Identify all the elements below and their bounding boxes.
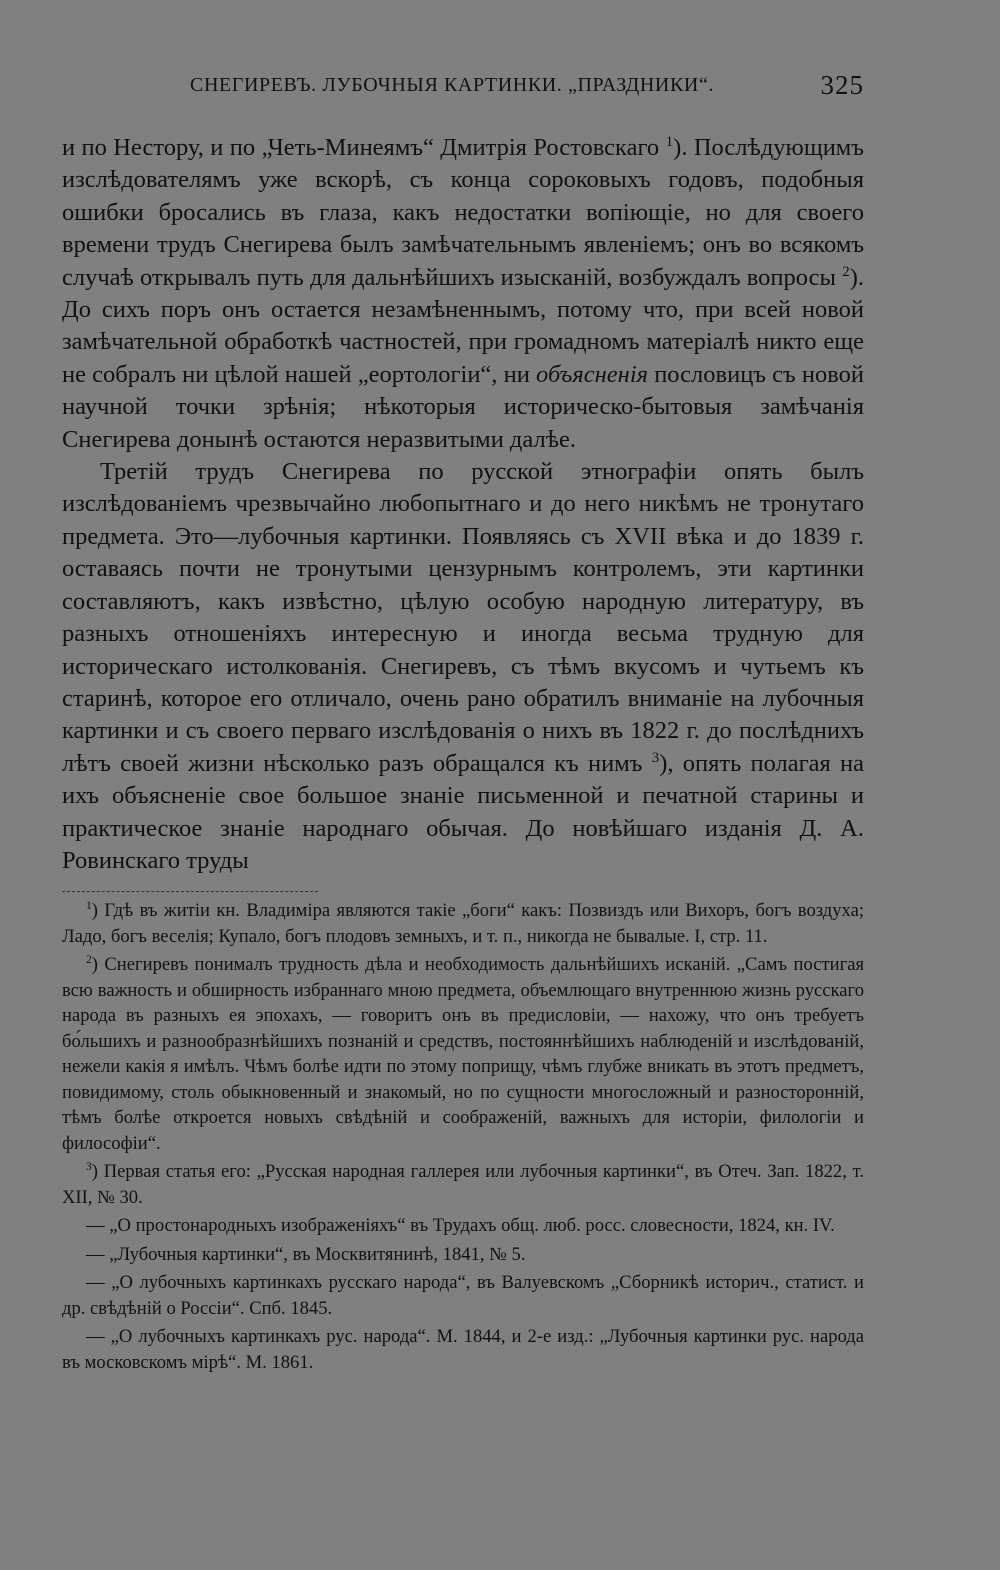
footnote-ref-1: 1 — [665, 132, 674, 150]
footnote-2 — [62, 952, 864, 1156]
paragraph-2-part-a: Третій трудъ Снегирева по русской этнографіи опять былъ изслѣдованіемъ чрезвычайно любопытнаго и до него никѣмъ не тронутаго предмета. Это—лубочныя картинки. Появляясь съ XVII вѣка и до 1839 г. оставаясь почти не тронутыми цензурнымъ контролемъ, эти картинки составляютъ, какъ извѣстно, цѣлую особую народную литературу, въ разныхъ отношеніяхъ интересную и иногда весьма трудную для историческаго истолкованія. Снегиревъ, съ тѣмъ вкусомъ и чутьемъ къ старинѣ, которое его отличало, очень рано обратилъ вниманіе на лубочныя картинки и съ своего перваго изслѣдованія о нихъ въ 1822 г. до послѣднихъ лѣтъ своей жизни нѣсколько разъ обращался къ нимъ — [62, 458, 864, 777]
footnote-1-mark: 1 — [86, 900, 92, 913]
footnote-ref-2: 2 — [842, 262, 850, 280]
paragraph-2-part-b: ), опять полагая на ихъ объясненіе свое большое знаніе письменной и печатной старины и практическое знаніе народнаго обычая. До новѣйшаго изданія Д. А. Ровинскаго труды — [62, 749, 864, 874]
footnote-3-continuation-2: — „Лубочныя картинки“, въ Москвитянинѣ, 1841, № 5. — [86, 1243, 526, 1265]
emphasis-word: объясненія — [536, 360, 649, 388]
paragraph-1-part-a: и по Нестору, и по „Четь-Минеямъ“ Дмитрія Ростовскаго — [62, 134, 666, 161]
footnote-3-mark: 3 — [86, 1161, 92, 1174]
footnote-3-continuation-1: — „О простонародныхъ изображеніяхъ“ въ Трудахъ общ. люб. росс. словесности, 1824, кн. IV. — [86, 1215, 835, 1237]
running-title: СНЕГИРЕВЪ. ЛУБОЧНЫЯ КАРТИНКИ. „ПРАЗДНИКИ“. — [190, 74, 715, 96]
main-text — [62, 132, 864, 877]
footnote-1 — [62, 898, 864, 949]
footnote-divider — [62, 891, 318, 892]
footnote-2-text: ) Снегиревъ понималъ трудность дѣла и необходимость дальнѣйшихъ исканій. „Самъ постигая всю важность и обширность избраннаго мною предмета, объемлющаго внутреннюю жизнь русскаго народа въ разныхъ ея эпохахъ, — говоритъ онъ въ предисловіи, — нахожу, что онъ требуетъ бо́льшихъ и разнообразнѣйшихъ познаній и средствъ, постояннѣйшихъ наблюденій и изслѣдованій, нежели какія я имѣлъ. Чѣмъ болѣе идти по этому поприщу, чѣмъ глубже вникать въ этотъ предметъ, повидимому, столь обыкновенный и знакомый, но по сущности многосложный и разносторонній, тѣмъ болѣе откроется новыхъ свѣдѣній и соображеній, важныхъ для исторіи, филологіи и философіи“. — [62, 954, 864, 1154]
paragraph-1-part-b: ). Послѣдующимъ изслѣдователямъ уже вскорѣ, съ конца сороковыхъ годовъ, подобныя ошибки бросались въ глаза, какъ недостатки вопіющіе, но для своего времени трудъ Снегирева былъ замѣчательнымъ явленіемъ; онъ во всякомъ случаѣ открывалъ путь для дальнѣйшихъ изысканій, возбуждалъ вопросы — [62, 134, 864, 291]
footnote-3-continuation-3: — „О лубочныхъ картинкахъ русскаго народа“, въ Валуевскомъ „Сборникѣ историч., статист. и др. свѣдѣній о Россіи“. Спб. 1845. — [62, 1272, 864, 1319]
footnote-ref-3: 3 — [651, 748, 660, 766]
footnote-3-continuation-4: — „О лубочныхъ картинкахъ рус. народа“. М. 1844, и 2-е изд.: „Лубочныя картинки рус. народа въ московскомъ мірѣ“. М. 1861. — [62, 1326, 864, 1373]
paragraph-2 — [62, 456, 864, 877]
footnote-3-text: ) Первая статья его: „Русская народная галлерея или лубочныя картинки“, въ Отеч. Зап. 1822, т. XII, № 30. — [62, 1161, 864, 1208]
footnote-1-text: ) Гдѣ въ житіи кн. Владиміра являются такіе „боги“ какъ: Позвиздъ или Вихоръ, богъ воздуха; Ладо, богъ веселія; Купало, богъ плодовъ земныхъ, и т. п., никогда не бывалые. I, стр. 11. — [62, 900, 864, 947]
running-header — [62, 70, 864, 104]
paragraph-1 — [62, 132, 864, 456]
paragraph-1-part-c: ). До сихъ поръ онъ остается незамѣненнымъ, потому что, при всей новой замѣчательной обработкѣ частностей, при громадномъ матеріалѣ никто еще не собралъ ни цѣлой нашей „еортологіи“, ни — [62, 263, 864, 388]
footnote-3 — [62, 1159, 864, 1210]
page-number: 325 — [820, 70, 864, 100]
book-page — [62, 70, 864, 1378]
footnote-2-mark: 2 — [86, 954, 92, 967]
footnotes — [62, 898, 864, 1375]
paragraph-1-part-d: пословицъ съ новой научной точки зрѣнія; нѣкоторыя историческо-бытовыя замѣчанія Снегирева донынѣ остаются неразвитыми далѣе. — [62, 360, 864, 453]
